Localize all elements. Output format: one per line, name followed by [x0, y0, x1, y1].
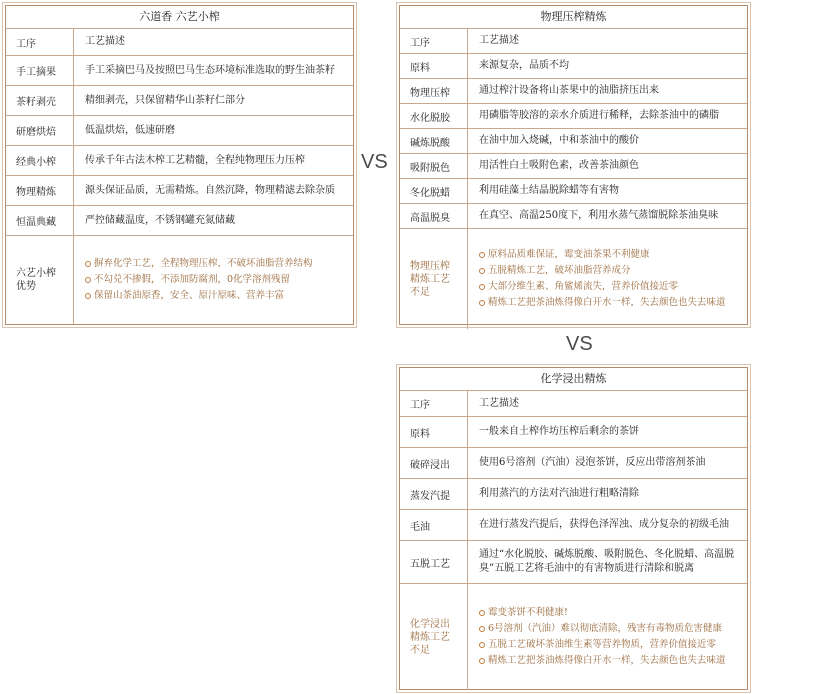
- step-name: 研磨烘焙: [6, 116, 74, 145]
- drawbacks-section: [400, 584, 747, 690]
- list-item: 保留山茶油原香，安全、原汁原味、营养丰富: [85, 288, 313, 304]
- table-row: [400, 541, 747, 584]
- drawbacks-label-line: 不足: [410, 286, 430, 298]
- drawbacks-label-line: 不足: [410, 644, 430, 656]
- step-desc: 用磷脂等胶溶的亲水介质进行稀释，去除茶油中的磷脂: [479, 110, 719, 121]
- step-name: 原料: [400, 417, 468, 447]
- list-item: 精炼工艺把茶油炼得像白开水一样，失去颜色也失去味道: [479, 295, 726, 311]
- drawbacks-list-cell: [468, 229, 747, 329]
- table-row: [400, 179, 747, 204]
- drawbacks-label-line: 精炼工艺: [410, 631, 450, 643]
- step-name: 水化脱胶: [400, 104, 468, 128]
- step-name: 手工摘果: [6, 56, 74, 85]
- table-row: [400, 448, 747, 479]
- advantages-section: [6, 236, 353, 324]
- chemical-extraction-table: [399, 367, 748, 690]
- step-desc: 利用硅藻土结晶脱除蜡等有害物: [479, 185, 619, 196]
- list-item: 五脱精炼工艺，破坏油脂营养成分: [479, 263, 726, 279]
- table-row: [6, 116, 353, 146]
- panel-title: 化学浸出精炼: [400, 368, 747, 391]
- step-desc: 利用蒸汽的方法对汽油进行粗略清除: [479, 488, 639, 499]
- step-name: 毛油: [400, 510, 468, 540]
- advantages-label: [6, 236, 74, 324]
- advantages-label-line: 优势: [16, 281, 36, 292]
- drawbacks-section: [400, 229, 747, 329]
- table-header-row: [6, 29, 353, 56]
- table-row: [400, 479, 747, 510]
- list-item: 摒弃化学工艺，全程物理压榨，不破坏油脂营养结构: [85, 256, 313, 272]
- advantages-label-line: 六艺小榨: [16, 268, 56, 279]
- table-row: [400, 417, 747, 448]
- panel-title: 六道香 六艺小榨: [6, 6, 353, 29]
- step-desc: 在进行蒸发汽提后，获得色泽浑浊、成分复杂的初级毛油: [479, 519, 729, 530]
- panel-title: 物理压榨精炼: [400, 6, 747, 29]
- table-header-row: [400, 391, 747, 417]
- step-desc: 手工采摘巴马及按照巴马生态环境标准选取的野生油茶籽: [85, 64, 335, 76]
- advantages-list-cell: [74, 236, 353, 324]
- step-desc: 通过“水化脱胶、碱炼脱酸、吸附脱色、冬化脱蜡、高温脱臭”五脱工艺将毛油中的有害物质进行清除和脱离: [479, 549, 735, 574]
- table-row: [6, 56, 353, 86]
- table-row: [400, 204, 747, 229]
- advantages-list: [85, 256, 313, 304]
- step-name: 物理精炼: [6, 176, 74, 205]
- header-desc: 工艺描述: [85, 36, 125, 47]
- step-desc: 通过榨汁设备将山茶果中的油脂挤压出来: [479, 85, 659, 96]
- step-name: 恒温典藏: [6, 206, 74, 235]
- step-desc: 源头保证品质，无需精炼。自然沉降，物理精滤去除杂质: [85, 184, 335, 196]
- step-name: 蒸发汽提: [400, 479, 468, 509]
- step-desc: 在油中加入烧碱，中和茶油中的酸价: [479, 135, 639, 146]
- physical-press-table: [399, 5, 748, 325]
- header-step: 工序: [400, 29, 468, 53]
- vs-label: VS: [566, 333, 593, 355]
- table-row: [6, 146, 353, 176]
- header-step: 工序: [6, 29, 74, 55]
- liuyi-press-table: [5, 5, 354, 325]
- drawbacks-label-line: 精炼工艺: [410, 273, 450, 285]
- step-name: 高温脱臭: [400, 204, 468, 228]
- vs-label: VS: [361, 151, 388, 173]
- drawbacks-list: [479, 247, 726, 311]
- list-item: 原料品质难保证，霉变油茶果不利健康: [479, 247, 726, 263]
- step-name: 破碎浸出: [400, 448, 468, 478]
- list-item: 大部分维生素、角鲨烯流失，营养价值接近零: [479, 279, 726, 295]
- table-row: [6, 206, 353, 236]
- step-name: 五脱工艺: [400, 541, 468, 583]
- drawbacks-list-cell: [468, 584, 747, 690]
- header-desc: 工艺描述: [479, 397, 519, 409]
- drawbacks-label: [400, 229, 468, 329]
- table-row: [400, 510, 747, 541]
- table-row: [400, 154, 747, 179]
- step-desc: 来源复杂，品质不均: [479, 60, 569, 71]
- table-row: [400, 54, 747, 79]
- drawbacks-list: [479, 605, 726, 669]
- step-name: 经典小榨: [6, 146, 74, 175]
- drawbacks-label-line: 物理压榨: [410, 260, 450, 272]
- step-desc: 低温烘焙，低速研磨: [85, 124, 175, 136]
- header-desc: 工艺描述: [479, 35, 519, 46]
- step-desc: 在真空、高温250度下，利用水蒸气蒸馏脱除茶油臭味: [479, 210, 719, 221]
- list-item: 不勾兑不掺假，不添加防腐剂，0化学溶剂残留: [85, 272, 313, 288]
- step-name: 茶籽剥壳: [6, 86, 74, 115]
- step-desc: 使用6号溶剂（汽油）浸泡茶饼，反应出带溶剂茶油: [479, 457, 706, 468]
- list-item: 霉变茶饼不利健康!: [479, 605, 726, 621]
- list-item: 精炼工艺把茶油炼得像白开水一样，失去颜色也失去味道: [479, 653, 726, 669]
- table-header-row: [400, 29, 747, 54]
- drawbacks-label: [400, 584, 468, 690]
- step-name: 冬化脱蜡: [400, 179, 468, 203]
- header-step: 工序: [400, 391, 468, 416]
- step-desc: 精细剥壳，只保留精华山茶籽仁部分: [85, 94, 245, 106]
- step-name: 碱炼脱酸: [400, 129, 468, 153]
- table-row: [6, 176, 353, 206]
- drawbacks-label-line: 化学浸出: [410, 618, 450, 630]
- list-item: 6号溶剂（汽油）难以彻底清除，残害有毒物质危害健康: [479, 621, 726, 637]
- table-row: [400, 104, 747, 129]
- table-row: [6, 86, 353, 116]
- list-item: 五脱工艺破坏茶油维生素等营养物质，营养价值接近零: [479, 637, 726, 653]
- step-desc: 严控储藏温度，不锈钢罐充氮储藏: [85, 214, 235, 226]
- table-row: [400, 79, 747, 104]
- step-desc: 用活性白土吸附色素，改善茶油颜色: [479, 160, 639, 171]
- step-name: 吸附脱色: [400, 154, 468, 178]
- table-row: [400, 129, 747, 154]
- step-desc: 一般来自土榨作坊压榨后剩余的茶饼: [479, 426, 639, 437]
- step-name: 物理压榨: [400, 79, 468, 103]
- step-name: 原料: [400, 54, 468, 78]
- step-desc: 传承千年古法木榨工艺精髓，全程纯物理压力压榨: [85, 154, 305, 166]
